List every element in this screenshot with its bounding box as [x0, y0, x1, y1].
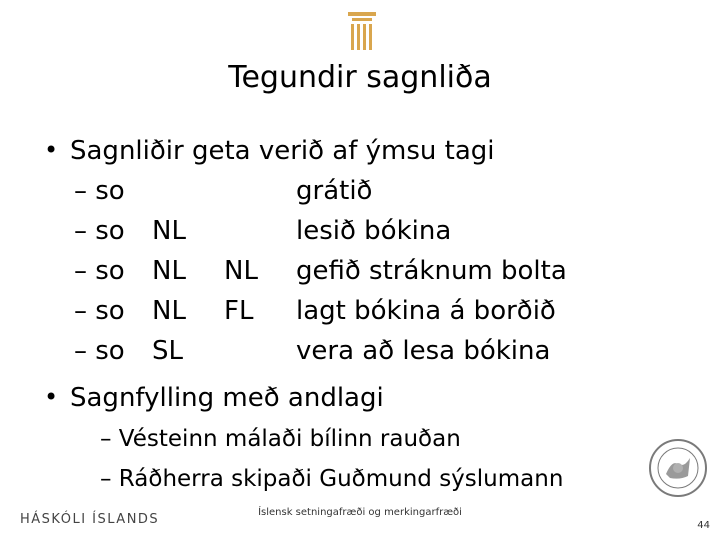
sub-bullet-1: – Vésteinn málaði bílinn rauðan [100, 426, 461, 452]
row-1-dash: – so [74, 176, 125, 206]
row-5-dash: – so [74, 336, 125, 366]
row-3-col1: NL [152, 256, 186, 286]
row-2-col1: NL [152, 216, 186, 246]
bullet-text-2: Sagnfylling með andlagi [70, 383, 384, 413]
university-name: HÁSKÓLI ÍSLANDS [20, 512, 160, 527]
slide-title: Tegundir sagnliða [228, 60, 492, 95]
row-4-example: lagt bókina á borðið [296, 296, 556, 326]
university-seal-icon [648, 438, 708, 498]
bullet-icon: • [44, 383, 59, 411]
sub-bullet-2: – Ráðherra skipaði Guðmund sýslumann [100, 466, 564, 492]
row-5-example: vera að lesa bókina [296, 336, 551, 366]
row-2-dash: – so [74, 216, 125, 246]
row-1-example: grátið [296, 176, 373, 206]
bullet-text-1: Sagnliðir geta verið af ýmsu tagi [70, 136, 495, 166]
pillars-logo-icon [346, 10, 378, 54]
row-4-dash: – so [74, 296, 125, 326]
row-2-example: lesið bókina [296, 216, 452, 246]
row-3-col2: NL [224, 256, 258, 286]
course-footer: Íslensk setningafræði og merkingarfræði [258, 507, 462, 518]
row-5-col1: SL [152, 336, 183, 366]
row-4-col1: NL [152, 296, 186, 326]
page-number: 44 [697, 520, 710, 531]
row-3-example: gefið stráknum bolta [296, 256, 567, 286]
row-3-dash: – so [74, 256, 125, 286]
bullet-icon: • [44, 136, 59, 164]
row-4-col2: FL [224, 296, 254, 326]
